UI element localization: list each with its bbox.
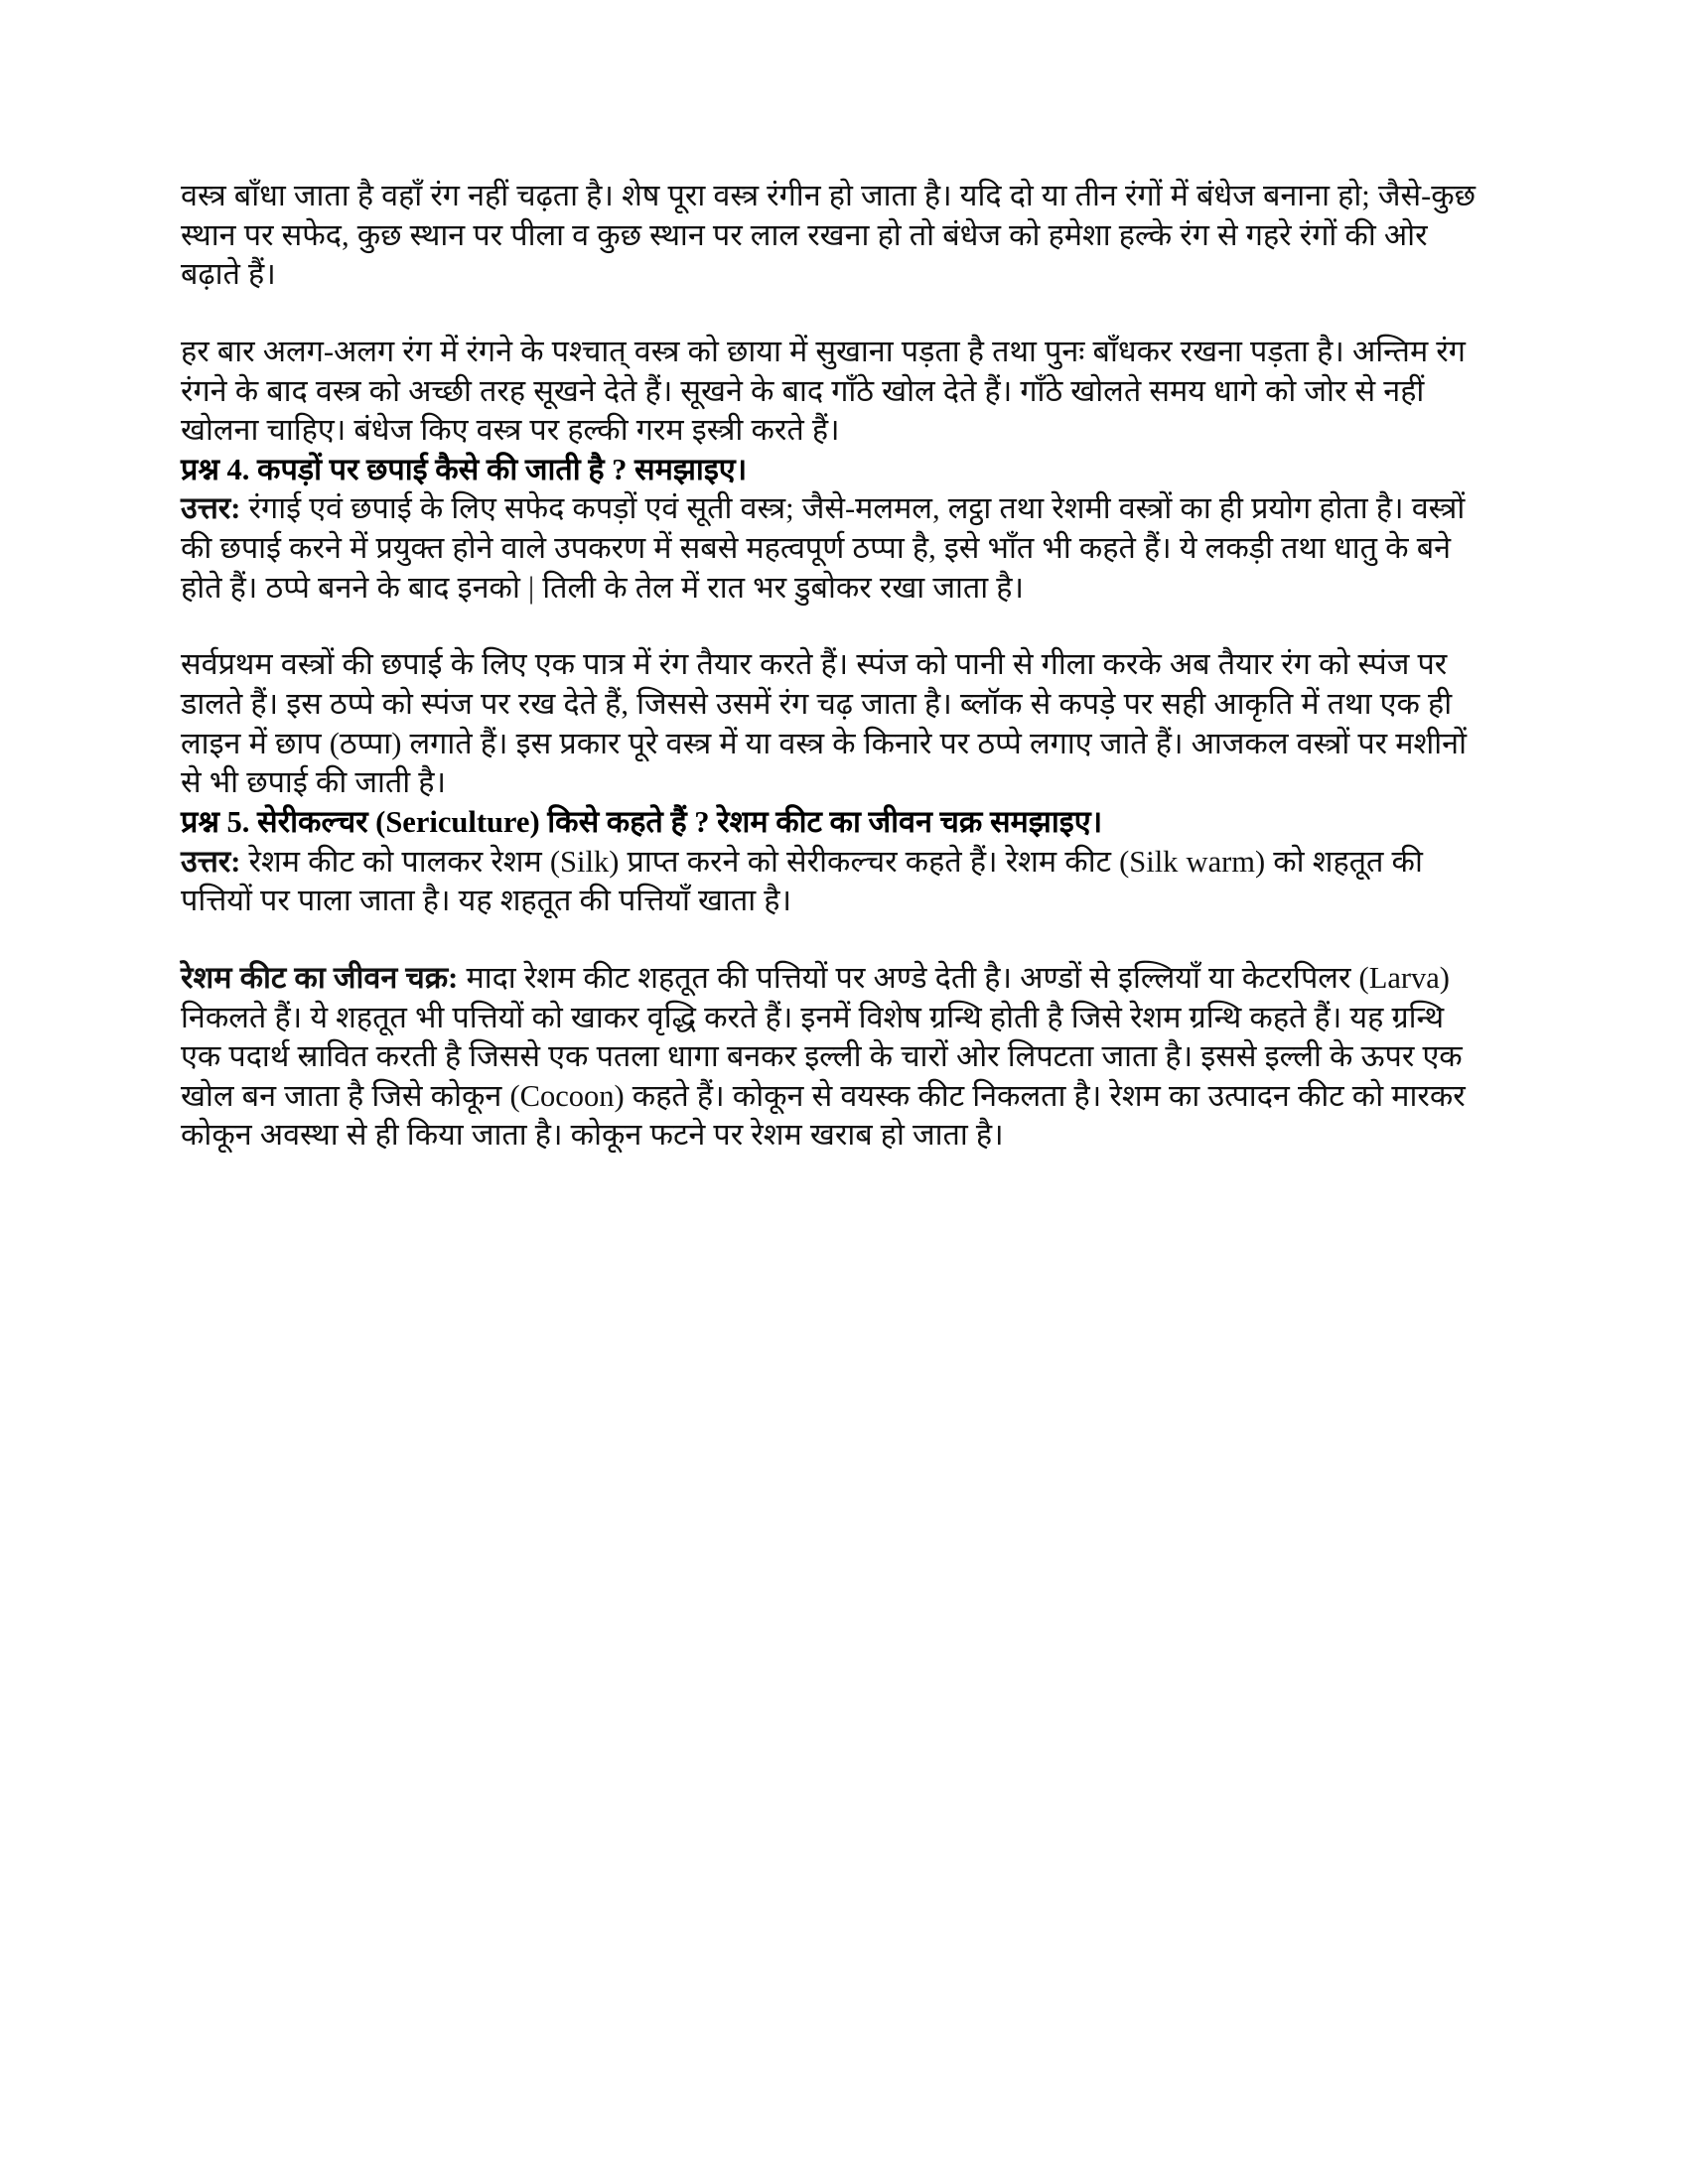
answer-body-4a: रंगाई एवं छपाई के लिए सफेद कपड़ों एवं सूती वस्त्र; जैसे-मलमल, लट्ठा तथा रेशमी वस्त्रों का ही प्रयोग होता है। वस्त्रों की छपाई करने में प्रयुक्त होने वाले उपकरण में सबसे महत्वपूर्ण ठप्पा है, इसे भाँत भी कहते हैं। ये लकड़ी तथा धातु के बने होते हैं। ठप्पे बनने के बाद इनको | तिली के तेल में रात भर डुबोकर रखा जाता है। — [181, 491, 1466, 605]
answer-body-5a: रेशम कीट को पालकर रेशम (Silk) प्राप्त करने को सेरीकल्चर कहते हैं। रेशम कीट (Silk warm) को शहतूत की पत्तियों पर पाला जाता है। यह शहतूत की पत्तियाँ खाता है। — [181, 844, 1423, 918]
document-text-column — [181, 177, 1483, 1156]
heading-question-4: प्रश्न 4. कपड़ों पर छपाई कैसे की जाती है ? समझाइए। — [181, 452, 748, 486]
heading-question-5: प्रश्न 5. सेरीकल्चर (Sericulture) किसे कहते हैं ? रेशम कीट का जीवन चक्र समझाइए। — [181, 804, 1103, 839]
paragraph-answer-4b: सर्वप्रथम वस्त्रों की छपाई के लिए एक पात्र में रंग तैयार करते हैं। स्पंज को पानी से गीला करके अब तैयार रंग को स्पंज पर डालते हैं। इस ठप्पे को स्पंज पर रख देते हैं, जिससे उसमें रंग चढ़ जाता है। ब्लॉक से कपड़े पर सही आकृति में तथा एक ही लाइन में छाप (ठप्पा) लगाते हैं। इस प्रकार पूरे वस्त्र में या वस्त्र के किनारे पर ठप्पे लगाए जाते हैं। आजकल वस्त्रों पर मशीनों से भी छपाई की जाती है। — [181, 647, 1467, 800]
lifecycle-label: रेशम कीट का जीवन चक्र: — [181, 960, 459, 995]
paragraph-bandhej-drying: हर बार अलग-अलग रंग में रंगने के पश्चात् वस्त्र को छाया में सुखाना पड़ता है तथा पुनः बाँधकर रखना पड़ता है। अन्तिम रंग रंगने के बाद वस्त्र को अच्छी तरह सूखने देते हैं। सूखने के बाद गाँठे खोल देते हैं। गाँठे खोलते समय धागे को जोर से नहीं खोलना चाहिए। बंधेज किए वस्त्र पर हल्की गरम इस्त्री करते हैं। — [181, 334, 1466, 448]
paragraph-answer-4a — [181, 489, 1483, 608]
paragraph-lifecycle-silkworm — [181, 959, 1483, 1156]
paragraph-answer-5a — [181, 843, 1483, 921]
lifecycle-body: मादा रेशम कीट शहतूत की पत्तियों पर अण्डे देती है। अण्डों से इल्लियाँ या केटरपिलर (Larva) निकलते हैं। ये शहतूत भी पत्तियों को खाकर वृद्धि करते हैं। इनमें विशेष ग्रन्थि होती है जिसे रेशम ग्रन्थि कहते हैं। यह ग्रन्थि एक पदार्थ स्रावित करती है जिससे एक पतला धागा बनकर इल्ली के चारों ओर लिपटता जाता है। इससे इल्ली के ऊपर एक खोल बन जाता है जिसे कोकून (Cocoon) कहते हैं। कोकून से वयस्क कीट निकलता है। रेशम का उत्पादन कीट को मारकर कोकून अवस्था से ही किया जाता है। कोकून फटने पर रेशम खराब हो जाता है। — [181, 960, 1466, 1153]
answer-label-5: उत्तर: — [181, 844, 241, 879]
paragraph-bandhej-continued: वस्त्र बाँधा जाता है वहाँ रंग नहीं चढ़ता है। शेष पूरा वस्त्र रंगीन हो जाता है। यदि दो या तीन रंगों में बंधेज बनाना हो; जैसे-कुछ स्थान पर सफेद, कुछ स्थान पर पीला व कुछ स्थान पर लाल रखना हो तो बंधेज को हमेशा हल्के रंग से गहरे रंगों की ओर बढ़ाते हैं। — [181, 179, 1477, 292]
answer-label-4: उत्तर: — [181, 491, 241, 526]
